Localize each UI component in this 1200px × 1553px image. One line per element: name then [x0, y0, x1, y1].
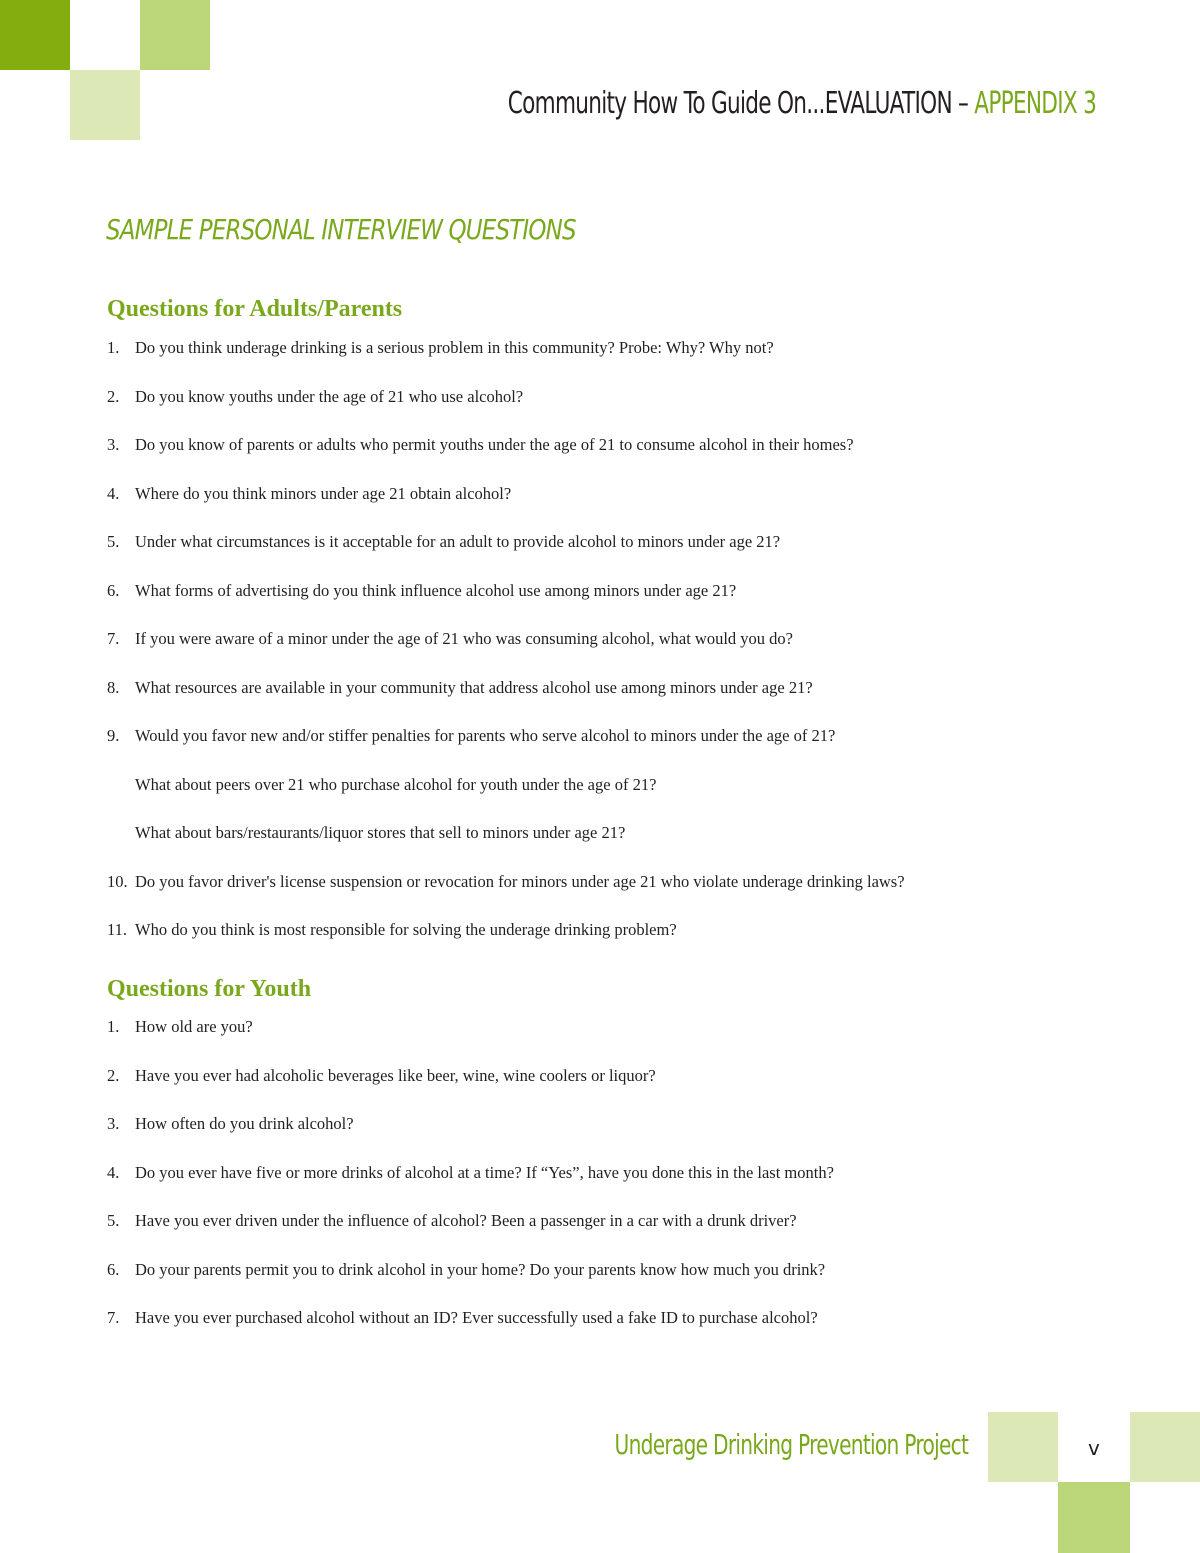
question-item — [107, 1017, 834, 1066]
question-item — [107, 678, 905, 727]
question-number: 10. — [107, 871, 128, 891]
footer-project-title: Underage Drinking Prevention Project — [614, 1428, 968, 1461]
question-item — [107, 775, 905, 824]
question-item — [107, 1211, 834, 1260]
question-text: What resources are available in your community that address alcohol use among minors under age 21? — [135, 677, 813, 697]
question-number: 6. — [107, 580, 120, 600]
question-text: What forms of advertising do you think influence alcohol use among minors under age 21? — [135, 580, 737, 600]
question-number: 4. — [107, 1162, 120, 1182]
question-number: 3. — [107, 435, 120, 454]
question-item — [107, 484, 905, 533]
page-number: v — [1088, 1436, 1100, 1460]
question-number: 6. — [107, 1259, 120, 1279]
question-text: Do you know youths under the age of 21 who use alcohol? — [135, 386, 524, 406]
question-number: 11. — [107, 920, 128, 939]
question-item — [107, 726, 905, 775]
adults-heading: Questions for Adults/Parents — [107, 296, 403, 322]
question-text: If you were aware of a minor under the age of 21 who was consuming alcohol, what would you do? — [135, 629, 793, 648]
question-number: 1. — [107, 338, 120, 357]
question-number: 5. — [107, 1211, 120, 1230]
question-number: 2. — [107, 386, 120, 406]
question-number: 1. — [107, 1017, 120, 1036]
decor-square-mid — [140, 0, 210, 70]
question-item — [107, 338, 905, 387]
decor-square-light — [70, 70, 140, 140]
question-text: How often do you drink alcohol? — [135, 1114, 354, 1133]
question-number: 5. — [107, 532, 120, 551]
question-text: Have you ever had alcoholic beverages like beer, wine, wine coolers or liquor? — [135, 1065, 656, 1085]
question-text: Who do you think is most responsible for solving the underage drinking problem? — [135, 920, 677, 939]
question-item — [107, 823, 905, 872]
question-number: 9. — [107, 726, 120, 745]
section-title: SAMPLE PERSONAL INTERVIEW QUESTIONS — [106, 213, 576, 246]
question-item — [107, 872, 905, 921]
question-number: 3. — [107, 1114, 120, 1133]
question-text: Do you favor driver's license suspension or revocation for minors under age 21 who violate underage drinking laws? — [135, 871, 905, 891]
decor-square-light — [988, 1412, 1058, 1482]
page-header-title — [508, 86, 1096, 121]
header-title-accent: APPENDIX 3 — [974, 86, 1096, 121]
question-text: What about peers over 21 who purchase alcohol for youth under the age of 21? — [135, 774, 657, 794]
question-number: 8. — [107, 677, 120, 697]
header-title-main: Community How To Guide On...EVALUATION – — [507, 86, 975, 121]
decor-square-mid — [1058, 1482, 1130, 1553]
decor-square-dark — [0, 0, 70, 70]
question-item — [107, 387, 905, 436]
youth-question-list — [107, 1017, 834, 1357]
question-item — [107, 1163, 834, 1212]
question-number: 2. — [107, 1065, 120, 1085]
question-text: Would you favor new and/or stiffer penalties for parents who serve alcohol to minors under the age of 21? — [135, 726, 836, 745]
question-text: Under what circumstances is it acceptable for an adult to provide alcohol to minors under age 21? — [135, 532, 781, 551]
question-item — [107, 532, 905, 581]
question-text: Do your parents permit you to drink alcohol in your home? Do your parents know how much you drink? — [135, 1259, 826, 1279]
question-text: Have you ever purchased alcohol without an ID? Ever successfully used a fake ID to purchase alcohol? — [135, 1308, 818, 1327]
question-text: What about bars/restaurants/liquor stores that sell to minors under age 21? — [135, 823, 626, 842]
question-item — [107, 1114, 834, 1163]
question-item — [107, 1066, 834, 1115]
question-text: Do you ever have five or more drinks of alcohol at a time? If “Yes”, have you done this in the last month? — [135, 1162, 834, 1182]
question-text: Where do you think minors under age 21 obtain alcohol? — [135, 483, 512, 503]
question-item — [107, 629, 905, 678]
question-text: How old are you? — [135, 1017, 253, 1036]
question-item — [107, 920, 905, 969]
question-item — [107, 1308, 834, 1357]
question-text: Have you ever driven under the influence of alcohol? Been a passenger in a car with a drunk driver? — [135, 1211, 797, 1230]
question-item — [107, 435, 905, 484]
decor-square-light — [1130, 1412, 1200, 1482]
question-item — [107, 581, 905, 630]
question-item — [107, 1260, 834, 1309]
question-number: 4. — [107, 483, 120, 503]
question-number: 7. — [107, 1308, 120, 1327]
question-text: Do you know of parents or adults who permit youths under the age of 21 to consume alcohol in their homes? — [135, 435, 854, 454]
adults-question-list — [107, 338, 905, 969]
youth-heading: Questions for Youth — [107, 976, 312, 1002]
question-number: 7. — [107, 629, 120, 648]
question-text: Do you think underage drinking is a serious problem in this community? Probe: Why? Why not? — [135, 338, 774, 357]
